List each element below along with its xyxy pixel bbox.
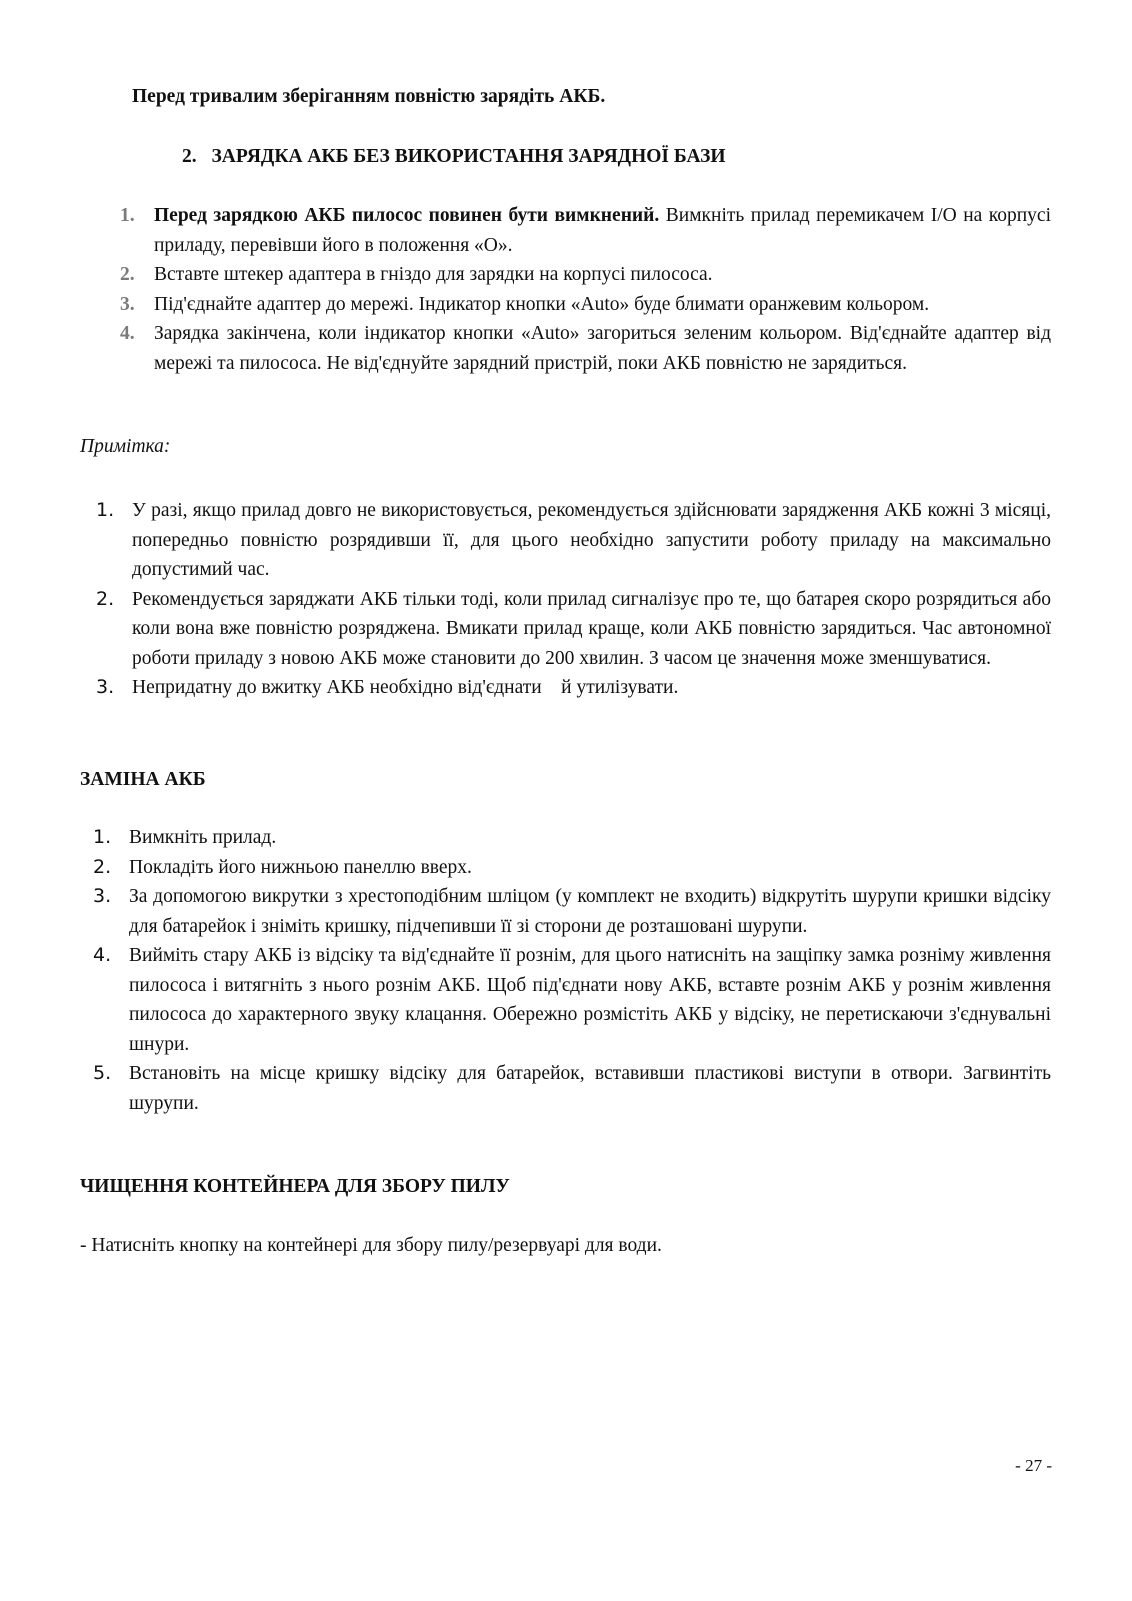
list-item-text: Встановіть на місце кришку відсіку для батарейок, вставивши пластикові виступи в отвори. Загвинтіть шурупи. xyxy=(129,1063,1051,1114)
list-item-text: Вставте штекер адаптера в гніздо для зарядки на корпусі пилососа. xyxy=(154,264,713,285)
list-item-text: Вимкніть прилад перемикачем I/O на корпусі приладу, перевівши його в положення «О». xyxy=(154,205,1051,256)
list-item-number: 2. xyxy=(93,855,112,878)
list-item-text: Рекомендується заряджати АКБ тільки тоді, коли прилад сигналізує про те, що батарея скоро розрядиться або коли вона вже повністю розряджена. Вмикати прилад краще, коли АКБ повністю зарядиться. Час автономної роботи приладу з новою АКБ може становити до 200 хвилин. З часом це значення може зменшуватися. xyxy=(132,588,1051,669)
list-item xyxy=(120,201,1051,260)
list-item xyxy=(96,585,1051,674)
list-item-bold-text: Перед зарядкою АКБ пилосос повинен бути вимкнений. xyxy=(154,205,660,226)
list-item xyxy=(93,882,1051,941)
list-item-text: Вийміть стару АКБ із відсіку та від'єднайте її рознім, для цього натисніть на защіпку замка розніму живлення пилососа і витягніть з нього рознім АКБ. Щоб під'єднати нову АКБ, вставте рознім АКБ у рознім живлення пилососа до характерного звуку клацання. Обережно розмістіть АКБ у відсіку, не перетискаючи з'єднувальні шнури. xyxy=(129,945,1051,1055)
list-item-number: 3. xyxy=(96,676,115,698)
list-item-text: Вимкніть прилад. xyxy=(129,827,277,848)
list-item-text: У разі, якщо прилад довго не використовується, рекомендується здійснювати зарядження АКБ кожні 3 місяці, попередньо повністю розрядивши її, для цього необхідно запустити роботу приладу на максимально допустимий час. xyxy=(132,500,1051,580)
list-item-number: 4. xyxy=(120,323,135,344)
replacement-steps-list xyxy=(93,823,1051,1118)
cleaning-instruction: - Натисніть кнопку на контейнері для збору пилу/резервуарі для води. xyxy=(80,1235,662,1256)
list-item-number: 2. xyxy=(120,264,135,285)
list-item-number: 3. xyxy=(93,885,112,907)
cleaning-heading: ЧИЩЕННЯ КОНТЕЙНЕРА ДЛЯ ЗБОРУ ПИЛУ xyxy=(80,1176,510,1197)
list-item-number: 2. xyxy=(96,587,115,610)
list-item-text: Непридатну до вжитку АКБ необхідно від'єднати й утилізувати. xyxy=(132,677,679,698)
notes-list xyxy=(96,496,1051,703)
list-item-text: Під'єднайте адаптер до мережі. Індикатор кнопки «Auto» буде блимати оранжевим кольором. xyxy=(154,293,930,315)
list-item-number: 1. xyxy=(120,205,135,226)
note-label: Примітка: xyxy=(80,436,171,457)
list-item xyxy=(120,260,1051,290)
list-item-number: 4. xyxy=(93,944,112,966)
section-heading-charging-without-base xyxy=(182,142,726,172)
list-item xyxy=(96,673,1051,703)
list-item-number: 5. xyxy=(93,1062,112,1084)
list-item-text: За допомогою викрутки з хрестоподібним шліцом (у комплект не входить) відкрутіть шурупи кришки відсіку для батарейок і зніміть кришку, підчепивши її зі сторони де розташовані шурупи. xyxy=(129,886,1051,937)
list-item xyxy=(120,319,1051,378)
section-title: ЗАРЯДКА АКБ БЕЗ ВИКОРИСТАННЯ ЗАРЯДНОЇ БАЗИ xyxy=(211,146,726,167)
list-item-number: 1. xyxy=(96,499,115,521)
list-item xyxy=(93,853,1051,883)
section-number: 2. xyxy=(182,146,197,167)
list-item xyxy=(120,290,1051,320)
charging-steps-list xyxy=(120,201,1051,378)
list-item-number: 1. xyxy=(93,826,112,848)
list-item-text: Покладіть його нижньою панеллю вверх. xyxy=(129,856,472,878)
storage-note: Перед тривалим зберіганням повністю зарядіть АКБ. xyxy=(132,86,606,107)
list-item-text: Зарядка закінчена, коли індикатор кнопки «Auto» загориться зеленим кольором. Від'єднайте адаптер від мережі та пилососа. Не від'єднуйте зарядний пристрій, поки АКБ повністю не зарядиться. xyxy=(154,323,1051,374)
page-number: - 27 - xyxy=(1015,1456,1052,1475)
list-item xyxy=(93,1059,1051,1118)
replacement-heading: ЗАМІНА АКБ xyxy=(80,769,206,790)
list-item xyxy=(96,496,1051,585)
list-item xyxy=(93,941,1051,1059)
list-item-number: 3. xyxy=(120,293,135,315)
list-item xyxy=(93,823,1051,853)
